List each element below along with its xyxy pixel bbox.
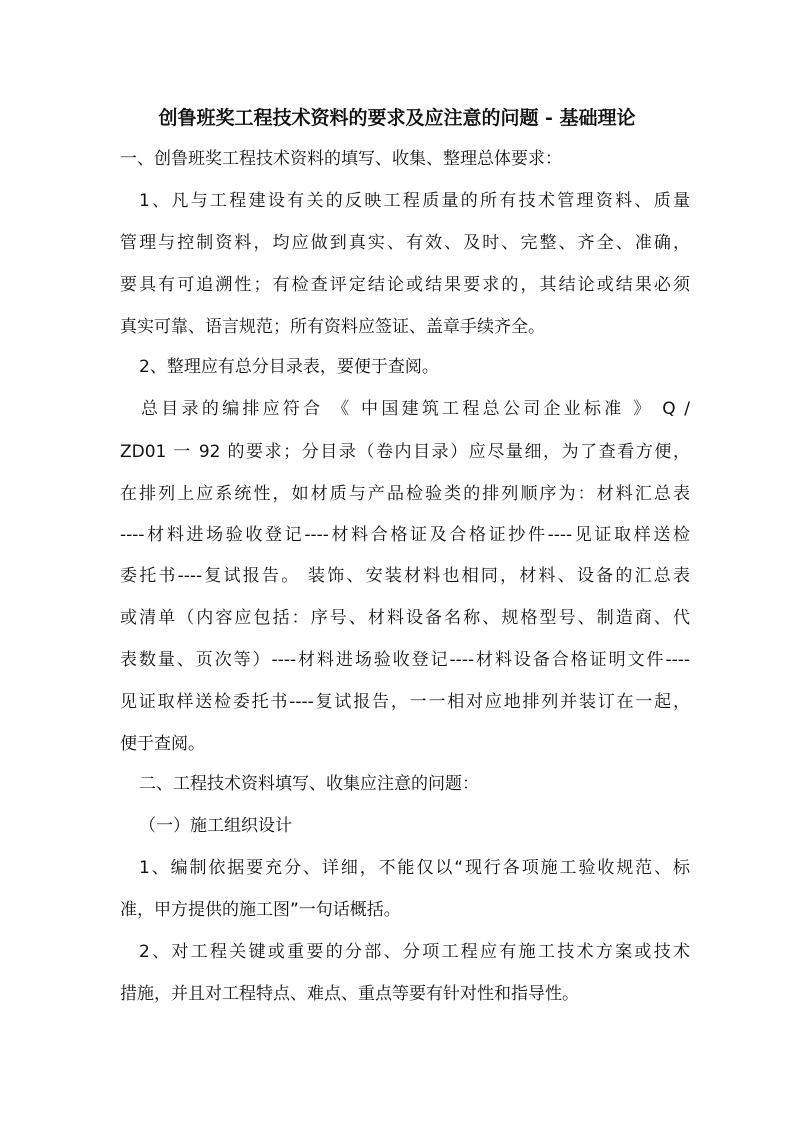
paragraph-line: 表数量、页次等）----材料进场验收登记----材料设备合格证明文件---- xyxy=(120,650,690,670)
paragraph-line: ----材料进场验收登记----材料合格证及合格证抄件----见证取样送检 xyxy=(120,525,690,545)
section-heading-1: 一、创鲁班奖工程技术资料的填写、收集、整理总体要求： xyxy=(120,149,562,169)
paragraph-line: 委托书----复试报告。 装饰、安装材料也相同，材料、设备的汇总表 xyxy=(120,566,690,586)
document-title: 创鲁班奖工程技术资料的要求及应注意的问题 - 基础理论 xyxy=(158,107,636,129)
paragraph-line: 便于查阅。 xyxy=(120,734,205,754)
subsection-heading: （一）施工组织设计 xyxy=(139,816,292,836)
paragraph-line: 措施，并且对工程特点、难点、重点等要有针对性和指导性。 xyxy=(120,984,579,1004)
paragraph-line: ZD01 一 92 的要求；分目录（卷内目录）应尽量细，为了查看方便， xyxy=(120,442,690,462)
paragraph-line: 见证取样送检委托书----复试报告，一一相对应地排列并装订在一起， xyxy=(120,692,690,712)
paragraph-line: 准，甲方提供的施工图”一句话概括。 xyxy=(120,900,401,920)
paragraph-line: 管理与控制资料，均应做到真实、有效、及时、完整、齐全、准确， xyxy=(120,233,690,253)
paragraph-line: 真实可靠、语言规范；所有资料应签证、盖章手续齐全。 xyxy=(120,317,545,337)
paragraph-line: 总目录的编排应符合 《 中国建筑工程总公司企业标准 》 Q / xyxy=(141,399,690,419)
paragraph-line: 在排列上应系统性，如材质与产品检验类的排列顺序为：材料汇总表 xyxy=(120,484,690,504)
paragraph-line: 2、对工程关键或重要的分部、分项工程应有施工技术方案或技术 xyxy=(139,942,690,962)
section-heading-2: 二、工程技术资料填写、收集应注意的问题： xyxy=(139,774,479,794)
paragraph-line: 1、凡与工程建设有关的反映工程质量的所有技术管理资料、质量 xyxy=(139,191,690,211)
paragraph-line: 或清单（内容应包括：序号、材料设备名称、规格型号、制造商、代 xyxy=(120,608,690,628)
paragraph-line: 1、编制依据要充分、详细，不能仅以“现行各项施工验收规范、标 xyxy=(139,858,690,878)
paragraph-line: 2、整理应有总分目录表，要便于查阅。 xyxy=(139,357,439,377)
paragraph-line: 要具有可追溯性；有检查评定结论或结果要求的，其结论或结果必须 xyxy=(120,275,690,295)
